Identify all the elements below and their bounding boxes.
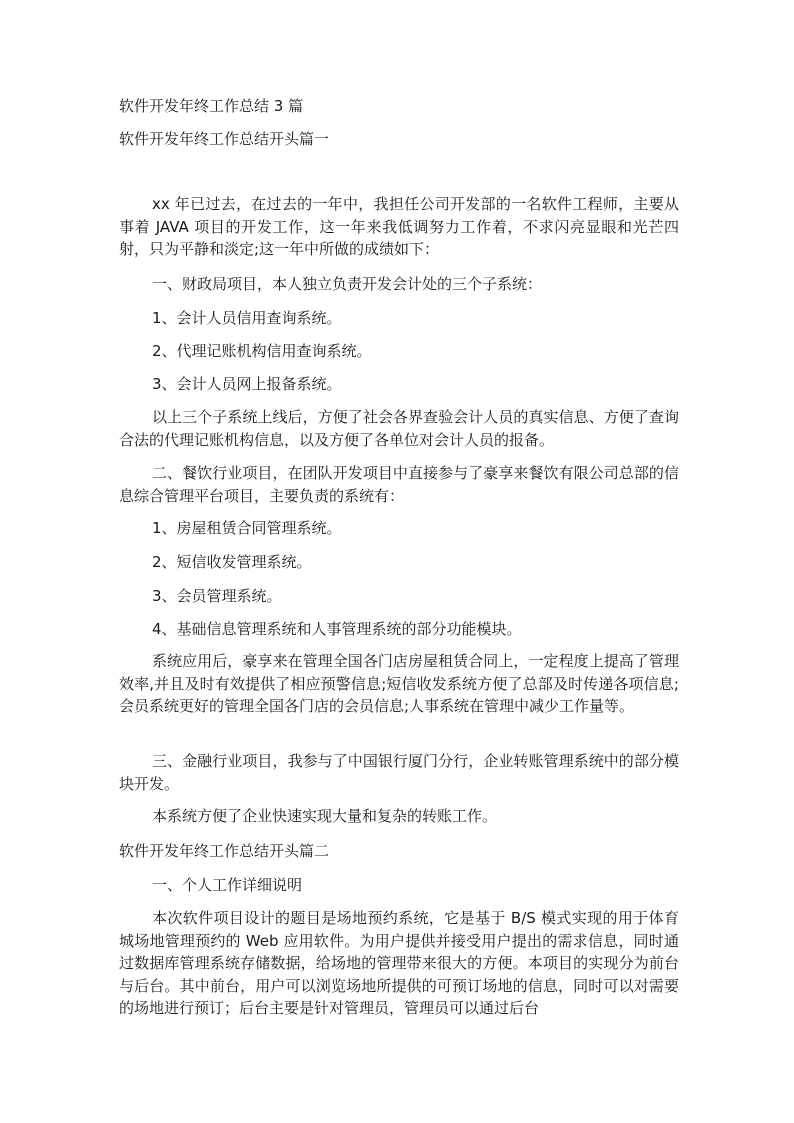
project1-summary: 以上三个子系统上线后，方便了社会各界查验会计人员的真实信息、方便了查询合法的代理记账机构信息，以及方便了各单位对会计人员的报备。 [119, 408, 679, 449]
project2-summary: 系统应用后，豪享来在管理全国各门店房屋租赁合同上，一定程度上提高了管理效率,并且及时有效提供了相应预警信息;短信收发系统方便了总部及时传递各项信息;会员系统更好的管理全国各门店的会员信息;人事系统在管理中减少工作量等。 [119, 652, 679, 715]
section2-body: 本次软件项目设计的题目是场地预约系统，它是基于 B/S 模式实现的用于体育城场地管理预约的 Web 应用软件。为用户提供并接受用户提出的需求信息，同时通过数据库管理系统存储数据，给场地的管理带来很大的方便。本项目的实现分为前台与后台。其中前台，用户可以浏览场地所提供的可预订场地的信息，同时可以对需要的场地进行预订；后台主要是针对管理员，管理员可以通过后台 [119, 909, 679, 1017]
project2-item-2: 2、短信收发管理系统。 [152, 553, 312, 571]
project2-item-1: 1、房屋租赁合同管理系统。 [152, 519, 342, 537]
intro-paragraph: xx 年已过去，在过去的一年中，我担任公司开发部的一名软件工程师，主要从事着 JAVA 项目的开发工作，这一年来我低调努力工作着，不求闪亮显眼和光芒四射，只为平静和淡定;这一年中所做的成绩如下： [119, 195, 679, 258]
project2-heading: 二、餐饮行业项目，在团队开发项目中直接参与了豪享来餐饮有限公司总部的信息综合管理平台项目，主要负责的系统有： [119, 464, 679, 505]
project2-item-4: 4、基础信息管理系统和人事管理系统的部分功能模块。 [152, 620, 522, 638]
project1-heading: 一、财政局项目，本人独立负责开发会计处的三个子系统： [152, 275, 543, 293]
project3-heading: 三、金融行业项目，我参与了中国银行厦门分行，企业转账管理系统中的部分模块开发。 [119, 752, 679, 793]
section2-heading: 软件开发年终工作总结开头篇二 [119, 842, 330, 860]
project2-item-3: 3、会员管理系统。 [152, 587, 282, 605]
project1-item-2: 2、代理记账机构信用查询系统。 [152, 342, 372, 360]
project1-item-3: 3、会计人员网上报备系统。 [152, 375, 342, 393]
section1-heading: 软件开发年终工作总结开头篇一 [119, 130, 330, 148]
project1-item-1: 1、会计人员信用查询系统。 [152, 309, 342, 327]
document-title: 软件开发年终工作总结 3 篇 [119, 97, 304, 115]
project3-summary: 本系统方便了企业快速实现大量和复杂的转账工作。 [152, 807, 498, 825]
section2-subheading: 一、个人工作详细说明 [152, 876, 303, 894]
